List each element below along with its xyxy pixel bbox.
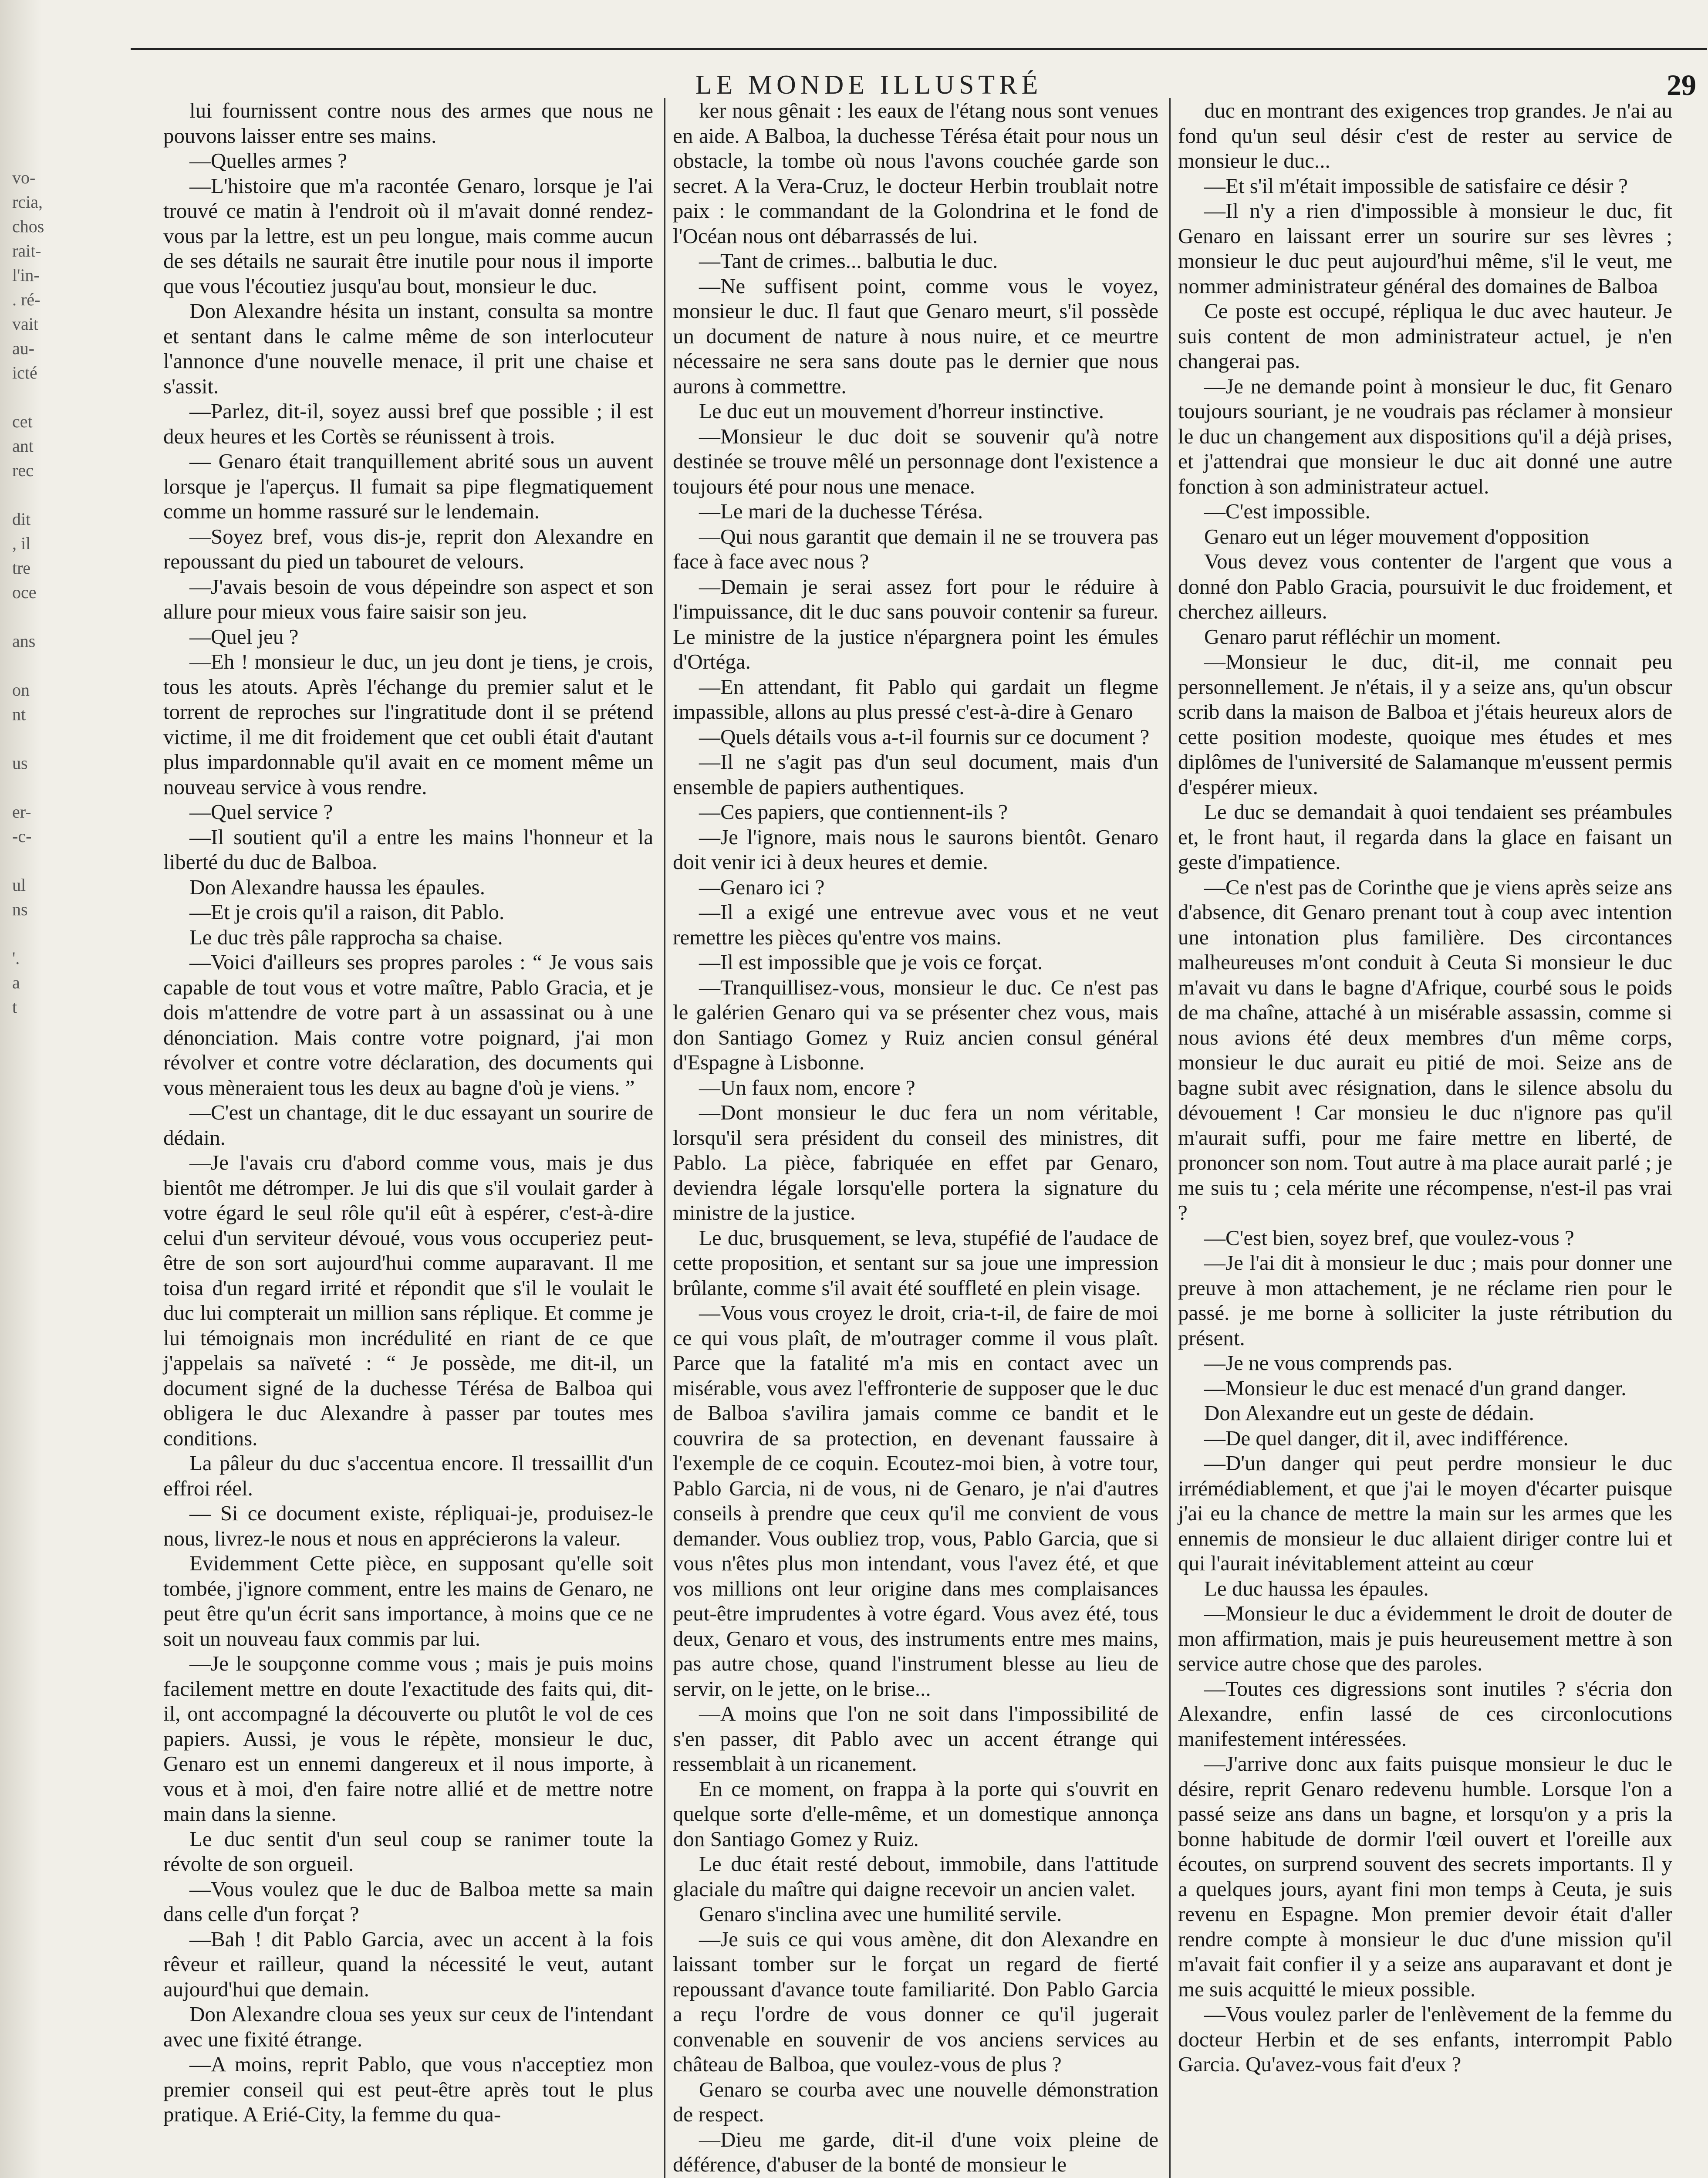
paragraph: Le duc se demandait à quoi tendaient ses préambules et, le front haut, il regarda dans la glace en faisant un geste d'impatience. bbox=[1178, 800, 1672, 874]
paragraph: ker nous gênait : les eaux de l'étang nous sont venues en aide. A Balboa, la duchesse Térésa était pour nous un obstacle, la tombe où nous l'avons couchée garde son secret. A la Vera-Cruz, le docteur Herbin troublait notre paix : le commandant de la Golondrina et le fond de l'Océan nous ont débarrassés de lui. bbox=[673, 98, 1158, 248]
paragraph: —Et je crois qu'il a raison, dit Pablo. bbox=[189, 900, 505, 924]
adjacent-page-edge bbox=[0, 0, 44, 2178]
paragraph: —Quel service ? bbox=[189, 800, 333, 824]
edge-fragment: chos bbox=[12, 216, 44, 236]
paragraph: La pâleur du duc s'accentua encore. Il tressaillit d'un effroi réel. bbox=[163, 1451, 653, 1500]
edge-fragment: . ré- bbox=[12, 290, 41, 309]
paragraph: Ce poste est occupé, répliqua le duc avec hauteur. Je suis content de mon administrateur actuel, je n'en changerai pas. bbox=[1178, 299, 1672, 373]
text-column-3 bbox=[1178, 98, 1672, 2178]
edge-fragment: rcia, bbox=[12, 192, 43, 212]
edge-fragment bbox=[12, 727, 38, 751]
paragraph: —A moins, reprit Pablo, que vous n'acceptiez mon premier conseil qui est peut-être après tout le plus pratique. A Erié-City, la femme du qua- bbox=[163, 2052, 653, 2126]
paragraph: — Genaro était tranquillement abrité sous un auvent lorsque je l'aperçus. Il fumait sa pipe flegmatiquement comme un homme rassuré sur le lendemain. bbox=[163, 449, 653, 523]
paragraph: —Je l'ai dit à monsieur le duc ; mais pour donner une preuve à mon attachement, je ne réclame rien pour le passé. je me borne à solliciter la juste rétribution du présent. bbox=[1178, 1251, 1672, 1350]
paragraph: —J'avais besoin de vous dépeindre son aspect et son allure pour mieux vous faire saisir son jeu. bbox=[163, 574, 653, 623]
paragraph: —Dont monsieur le duc fera un nom véritable, lorsqu'il sera président du conseil des ministres, dit Pablo. La pièce, fabriquée en effet par Genaro, deviendra légale lorsqu'elle portera la signature du ministre de la justice. bbox=[673, 1100, 1158, 1224]
paragraph: —Je le soupçonne comme vous ; mais je puis moins facilement mettre en doute l'exactitude des faits qui, dit-il, ont accompagné la découverte ou plutôt le vol de ces papiers. Aussi, je vous le répète, monsieur le duc, Genaro est un ennemi dangereux et il nous importe, à vous et à moi, d'en faire notre allié et de mettre notre main dans la sienne. bbox=[163, 1651, 653, 1826]
edge-fragment: vo- bbox=[12, 168, 36, 187]
paragraph: —Genaro ici ? bbox=[699, 875, 825, 899]
paragraph: —Et s'il m'était impossible de satisfaire ce désir ? bbox=[1204, 173, 1628, 198]
edge-fragment: on bbox=[12, 680, 30, 700]
paragraph: Le duc, brusquement, se leva, stupéfié de l'audace de cette proposition, et sentant sur sa joue une impression brûlante, comme s'il avait été souffleté en plein visage. bbox=[673, 1225, 1158, 1300]
paragraph: —De quel danger, dit il, avec indifférence. bbox=[1204, 1426, 1569, 1450]
paragraph: —Monsieur le duc a évidemment le droit de douter de mon affirmation, mais je puis heureusement mettre à son service autre chose que des paroles. bbox=[1178, 1601, 1672, 1675]
paragraph: Don Alexandre eut un geste de dédain. bbox=[1204, 1401, 1534, 1425]
paragraph: Le duc très pâle rapprocha sa chaise. bbox=[189, 925, 503, 949]
paragraph: —Ce n'est pas de Corinthe que je viens après seize ans d'absence, dit Genaro prenant tout à coup avec intention une intonation plus familière. Des circontances malheureuses m'ont conduit à Ceuta Si monsieur le duc m'avait vu dans le bagne d'Afrique, courbé sous le poids de ma chaîne, attaché à un misérable assassin, comme si nous avions été deux membres d'un même corps, monsieur le duc aurait eu pitié de moi. Seize ans de bagne subit avec résignation, dans le silence absolu du dévouement ! Car monsieu le duc n'ignore pas qu'il m'aurait suffi, pour me faire mettre en liberté, de prononcer son nom. Tout autre à ma place aurait parlé ; je me suis tu ; cela mérite une récompense, n'est-il pas vrai ? bbox=[1178, 875, 1672, 1224]
page-number: 29 bbox=[1667, 68, 1696, 101]
edge-fragment: er- bbox=[12, 802, 31, 822]
paragraph: —C'est bien, soyez bref, que voulez-vous ? bbox=[1204, 1225, 1574, 1250]
paragraph: —Vous vous croyez le droit, cria-t-il, de faire de moi ce qui vous plaît, de m'outrager comme il vous plaît. Parce que la fatalité m'a mis en contact avec un misérable, vous avez l'effronterie de supposer que le duc de Balboa s'avilira jamais comme ce bandit et le couvrira de sa protection, en devenant faussaire à l'exemple de ce coquin. Ecoutez-moi bien, à votre tour, Pablo Garcia, ni de vous, ni de Genaro, je n'ai d'autres conseils à prendre que ceux qu'il me convient de vous demander. Vous oubliez trop, vous, Pablo Garcia, que si vous n'êtes plus mon intendant, vous l'avez été, et que vos millions ont leur origine dans mes complaisances peut-être imprudentes à votre égard. Vous avez été, tous deux, Genaro et vous, des instruments entre mes mains, pas autre chose, quand l'instrument blesse au lieu de servir, on le jette, on le brise... bbox=[673, 1301, 1158, 1701]
adjacent-page-text bbox=[12, 166, 44, 1019]
paragraph: —Je suis ce qui vous amène, dit don Alexandre en laissant tomber sur le forçat un regard de fierté repoussant d'avance toute familiarité. Don Pablo Garcia a reçu l'ordre de vous donner ce qu'il jugerait convenable en souvenir de vos anciens services au château de Balboa, que voulez-vous de plus ? bbox=[673, 1927, 1158, 2076]
paragraph: —Demain je serai assez fort pour le réduire à l'impuissance, dit le duc sans pouvoir contenir sa fureur. Le ministre de la justice n'épargnera point les émules d'Ortéga. bbox=[673, 574, 1158, 673]
paragraph: Vous devez vous contenter de l'argent que vous a donné don Pablo Gracia, poursuivit le duc froidement, et cherchez ailleurs. bbox=[1178, 549, 1672, 623]
edge-fragment bbox=[12, 605, 38, 629]
paragraph: —Ces papiers, que contiennent-ils ? bbox=[699, 800, 1008, 824]
edge-fragment: , il bbox=[12, 534, 31, 553]
edge-fragment: -c- bbox=[12, 826, 32, 846]
paragraph: —En attendant, fit Pablo qui gardait un flegme impassible, allons au plus pressé c'est-à-dire à Genaro bbox=[673, 674, 1158, 724]
paragraph: —Soyez bref, vous dis-je, reprit don Alexandre en repoussant du pied un tabouret de velours. bbox=[163, 524, 653, 573]
paragraph: —Monsieur le duc est menacé d'un grand danger. bbox=[1204, 1376, 1627, 1400]
paragraph: —Vous voulez que le duc de Balboa mette sa main dans celle d'un forçat ? bbox=[163, 1877, 653, 1926]
paragraph: —Le mari de la duchesse Térésa. bbox=[699, 499, 983, 523]
paragraph: —Eh ! monsieur le duc, un jeu dont je tiens, je crois, tous les atouts. Après l'échange du premier salut et le torrent de reproches sur l'ingratitude dont il se prétend victime, il me dit froidement que cet oubli était d'autant plus impardonnable qu'il avait en ce moment même un nouveau service à vous rendre. bbox=[163, 649, 653, 799]
paragraph: —Quel jeu ? bbox=[189, 624, 299, 649]
paragraph: En ce moment, on frappa à la porte qui s'ouvrit en quelque sorte d'elle-même, et un domestique annonça don Santiago Gomez y Ruiz. bbox=[673, 1776, 1158, 1851]
paragraph: —Toutes ces digressions sont inutiles ? s'écria don Alexandre, enfin lassé de ces circonlocutions manifestement intéressées. bbox=[1178, 1676, 1672, 1751]
edge-fragment: au- bbox=[12, 338, 35, 358]
paragraph: Genaro eut un léger mouvement d'opposition bbox=[1204, 524, 1589, 548]
paragraph: Le duc sentit d'un seul coup se ranimer toute la révolte de son orgueil. bbox=[163, 1826, 653, 1876]
paragraph: —J'arrive donc aux faits puisque monsieur le duc le désire, reprit Genaro redevenu humble. Lorsque l'on a passé seize ans dans un bagne, et lorsqu'on y a pris la bonne habitude de dormir l'œil ouvert et l'oreille aux écoutes, on surprend souvent des secrets importants. Il y a quelques jours, ayant fini mon temps à Ceuta, je suis revenu en Espagne. Mon premier devoir était d'aller rendre compte à monsieur le duc d'une mission qu'il m'avait fait confier il y a seize ans auparavant et dont je me suis acquitté le mieux possible. bbox=[1178, 1752, 1672, 2001]
paragraph: —Je l'avais cru d'abord comme vous, mais je dus bientôt me détromper. Je lui dis que s'il voulait garder à votre égard le seul rôle qu'il eût à espérer, c'est-à-dire celui d'un serviteur dévoué, vous vous occuperiez peut-être de son sort aujourd'hui comme auparavant. Il me toisa d'un regard irrité et répondit que s'il le voulait le duc lui compterait un million sans réplique. Et comme je lui témoignais mon incrédulité en riant de ce que j'appelais sa naïveté : “ Je possède, me dit-il, un document signé de la duchesse Térésa de Balboa qui obligera le duc Alexandre à passer par toutes mes conditions. bbox=[163, 1150, 653, 1450]
paragraph: —Vous voulez parler de l'enlèvement de la femme du docteur Herbin et de ses enfants, interrompit Pablo Garcia. Qu'avez-vous fait d'eux ? bbox=[1178, 2002, 1672, 2076]
paragraph: —Je ne demande point à monsieur le duc, fit Genaro toujours souriant, je ne voudrais pas réclamer à monsieur le duc un changement aux dispositions qu'il a déjà prises, et j'attendrai que monsieur le duc ait donné une autre fonction à son administrateur actuel. bbox=[1178, 374, 1672, 498]
edge-fragment: ns bbox=[12, 900, 28, 919]
paragraph: —Dieu me garde, dit-il d'une voix pleine de déférence, d'abuser de la bonté de monsieur le bbox=[673, 2127, 1158, 2176]
paragraph: —C'est un chantage, dit le duc essayant un sourire de dédain. bbox=[163, 1100, 653, 1150]
edge-fragment bbox=[12, 775, 38, 800]
paragraph: Genaro parut réfléchir un moment. bbox=[1204, 624, 1501, 649]
paragraph: —Il a exigé une entrevue avec vous et ne veut remettre les pièces qu'entre vos mains. bbox=[673, 900, 1158, 949]
edge-fragment: a bbox=[12, 973, 20, 992]
edge-fragment: oce bbox=[12, 582, 37, 602]
paragraph: Don Alexandre cloua ses yeux sur ceux de l'intendant avec une fixité étrange. bbox=[163, 2002, 653, 2051]
edge-fragment bbox=[12, 385, 38, 409]
paragraph: —Parlez, dit-il, soyez aussi bref que possible ; il est deux heures et les Cortès se réunissent à trois. bbox=[163, 399, 653, 448]
edge-fragment bbox=[12, 483, 38, 507]
paragraph: — Si ce document existe, répliquai-je, produisez-le nous, livrez-le nous et nous en apprécierons la valeur. bbox=[163, 1501, 653, 1550]
paragraph: —Quels détails vous a-t-il fournis sur ce document ? bbox=[699, 724, 1150, 749]
paragraph: —Je l'ignore, mais nous le saurons bientôt. Genaro doit venir ici à deux heures et demie. bbox=[673, 825, 1158, 874]
column-divider bbox=[1169, 98, 1171, 2178]
paragraph: Genaro s'inclina avec une humilité servile. bbox=[699, 1902, 1062, 1926]
paragraph: —A moins que l'on ne soit dans l'impossibilité de s'en passer, dit Pablo avec un accent étrange qui ressemblait à un ricanement. bbox=[673, 1701, 1158, 1776]
paragraph: Genaro se courba avec une nouvelle démonstration de respect. bbox=[673, 2077, 1158, 2126]
edge-fragment: vait bbox=[12, 314, 38, 334]
edge-fragment: icté bbox=[12, 363, 37, 382]
edge-fragment: t bbox=[12, 997, 17, 1017]
paragraph: Don Alexandre hésita un instant, consulta sa montre et sentant dans le calme même de son interlocuteur l'annonce d'une nouvelle menace, il prit une chaise et s'assit. bbox=[163, 299, 653, 398]
edge-fragment: l'in- bbox=[12, 265, 40, 285]
paragraph: —L'histoire que m'a racontée Genaro, lorsque je l'ai trouvé ce matin à l'endroit où il m'avait donné rendez-vous par la lettre, est un peu longue, mais comme aucun de ses détails ne saurait être inutile pour nous il importe que vous l'écoutiez jusqu'au bout, monsieur le duc. bbox=[163, 173, 653, 298]
paragraph: —Tant de crimes... balbutia le duc. bbox=[699, 249, 998, 273]
edge-fragment: ant bbox=[12, 436, 34, 456]
paragraph: —Voici d'ailleurs ses propres paroles : “ Je vous sais capable de tout vous et votre maître, Pablo Gracia, et je dois m'attendre de votre part à un assassinat ou à une dénonciation. Mais contre votre poignard, j'ai mon révolver et contre votre déclaration, des documents qui vous mèneraient tous les deux au bagne d'où je viens. ” bbox=[163, 950, 653, 1099]
paragraph: —Quelles armes ? bbox=[189, 149, 347, 172]
edge-fragment: ul bbox=[12, 875, 26, 895]
paragraph: lui fournissent contre nous des armes que nous ne pouvons laisser entre ses mains. bbox=[163, 98, 653, 148]
paragraph: Evidemment Cette pièce, en supposant qu'elle soit tombée, j'ignore comment, entre les mains de Genaro, ne peut être qu'un écrit sans importance, à moins que ce ne soit un nouveau faux commis par lui. bbox=[163, 1551, 653, 1650]
paragraph: Le duc eut un mouvement d'horreur instinctive. bbox=[699, 399, 1104, 423]
paragraph: —Qui nous garantit que demain il ne se trouvera pas face à face avec nous ? bbox=[673, 524, 1158, 573]
paragraph: duc en montrant des exigences trop grandes. Je n'ai au fond qu'un seul désir c'est de rester au service de monsieur le duc... bbox=[1178, 98, 1672, 172]
text-column-2 bbox=[673, 98, 1158, 2178]
edge-fragment: dit bbox=[12, 509, 31, 529]
edge-fragment bbox=[12, 922, 38, 946]
paragraph: —Un faux nom, encore ? bbox=[699, 1075, 915, 1099]
edge-fragment: tre bbox=[12, 558, 31, 578]
paragraph: —Il soutient qu'il a entre les mains l'honneur et la liberté du duc de Balboa. bbox=[163, 825, 653, 874]
edge-fragment: '. bbox=[12, 948, 20, 968]
edge-fragment: rec bbox=[12, 460, 34, 480]
paragraph: —D'un danger qui peut perdre monsieur le duc irrémédiablement, et que j'ai le moyen d'écarter puisque j'ai eu la chance de mettre la main sur les armes que les ennemis de monsieur le duc allaient diriger contre lui et qui l'aurait inévitablement atteint au cœur bbox=[1178, 1451, 1672, 1575]
edge-fragment: cet bbox=[12, 412, 33, 431]
paragraph: —Monsieur le duc, dit-il, me connait peu personnellement. Je n'étais, il y a seize ans, qu'un obscur scrib dans la maison de Balboa et j'étais heureux alors de cette position modeste, quoique mes études et mes diplômes de l'université de Salamanque m'eussent permis d'espérer mieux. bbox=[1178, 649, 1672, 799]
text-column-1 bbox=[163, 98, 653, 2178]
masthead: LE MONDE ILLUSTRÉ bbox=[695, 70, 1043, 100]
paragraph: —Il est impossible que je vois ce forçat. bbox=[699, 950, 1043, 974]
paragraph: —Monsieur le duc doit se souvenir qu'à notre destinée se trouve mêlé un personnage dont l'existence a toujours été pour nous une menace. bbox=[673, 424, 1158, 498]
paragraph: —Bah ! dit Pablo Garcia, avec un accent à la fois rêveur et railleur, quand la nécessité le veut, autant aujourd'hui que demain. bbox=[163, 1927, 653, 2001]
edge-fragment: us bbox=[12, 753, 28, 773]
edge-fragment: nt bbox=[12, 704, 26, 724]
paragraph: —Tranquillisez-vous, monsieur le duc. Ce n'est pas le galérien Genaro qui va se présenter chez vous, mais don Santiago Gomez y Ruiz ancien consul général d'Espagne à Lisbonne. bbox=[673, 975, 1158, 1074]
paragraph: —Je ne vous comprends pas. bbox=[1204, 1351, 1453, 1375]
paragraph: —Il ne s'agit pas d'un seul document, mais d'un ensemble de papiers authentiques. bbox=[673, 750, 1158, 799]
column-divider bbox=[664, 98, 665, 2178]
paragraph: —Ne suffisent point, comme vous le voyez, monsieur le duc. Il faut que Genaro meurt, s'il possède un document de nature à nous nuire, et ce meurtre nécessaire ne sera sans doute pas le dernier que nous aurons à commettre. bbox=[673, 274, 1158, 398]
paragraph: Le duc haussa les épaules. bbox=[1204, 1576, 1429, 1600]
paragraph: Don Alexandre haussa les épaules. bbox=[189, 875, 485, 899]
edge-fragment bbox=[12, 653, 38, 678]
paragraph: —C'est impossible. bbox=[1204, 499, 1370, 523]
header-rule bbox=[131, 48, 1707, 50]
edge-fragment bbox=[12, 849, 38, 873]
paragraph: Le duc était resté debout, immobile, dans l'attitude glaciale du maître qui daigne recevoir un ancien valet. bbox=[673, 1852, 1158, 1901]
paragraph: —Il n'y a rien d'impossible à monsieur le duc, fit Genaro en laissant errer un sourire sur ses lèvres ; monsieur le duc peut aujourd'hui même, s'il le veut, me nommer administrateur général des domaines de Balboa bbox=[1178, 199, 1672, 298]
edge-fragment: rait- bbox=[12, 241, 41, 260]
edge-fragment: ans bbox=[12, 631, 36, 651]
